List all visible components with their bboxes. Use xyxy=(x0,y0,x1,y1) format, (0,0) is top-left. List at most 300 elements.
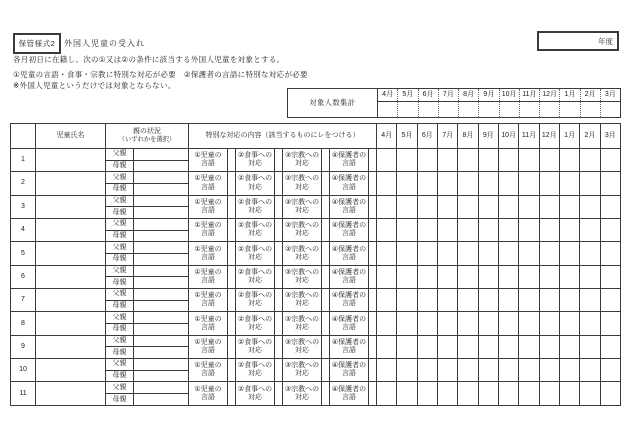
father-status-input[interactable] xyxy=(134,335,189,347)
month-cell[interactable] xyxy=(600,242,620,265)
parent-label-mother: 母親 xyxy=(106,394,134,406)
special-item-label: ①児童の 言語 xyxy=(189,289,228,312)
month-cell[interactable] xyxy=(377,242,397,265)
main-month-header: 11月 xyxy=(519,124,539,149)
month-cell[interactable] xyxy=(397,289,417,312)
special-item-label: ②食事への 対応 xyxy=(236,265,275,288)
special-check-cell[interactable] xyxy=(322,359,330,382)
special-item-label: ④保護者の 言語 xyxy=(330,359,369,382)
month-cell[interactable] xyxy=(580,312,600,335)
mother-status-input[interactable] xyxy=(134,184,189,196)
month-cell[interactable] xyxy=(438,359,458,382)
mother-status-input[interactable] xyxy=(134,277,189,289)
parent-label-mother: 母親 xyxy=(106,277,134,289)
month-cell[interactable] xyxy=(377,195,397,218)
special-item-label: ②食事への 対応 xyxy=(236,149,275,172)
month-cell[interactable] xyxy=(397,382,417,406)
month-cell[interactable] xyxy=(417,149,437,172)
month-cell[interactable] xyxy=(417,242,437,265)
child-name-cell[interactable] xyxy=(36,312,106,335)
month-cell[interactable] xyxy=(478,172,498,195)
month-cell[interactable] xyxy=(458,265,478,288)
special-check-cell[interactable] xyxy=(369,335,377,358)
special-item-label: ③宗教への 対応 xyxy=(283,242,322,265)
month-cell[interactable] xyxy=(498,335,518,358)
month-cell[interactable] xyxy=(478,242,498,265)
special-check-cell[interactable] xyxy=(275,219,283,242)
special-check-cell[interactable] xyxy=(228,195,236,218)
special-check-cell[interactable] xyxy=(322,149,330,172)
special-check-cell[interactable] xyxy=(369,219,377,242)
special-item-label: ②食事への 対応 xyxy=(236,195,275,218)
summary-month-header: 12月 xyxy=(540,89,560,102)
month-cell[interactable] xyxy=(559,359,579,382)
main-month-header: 10月 xyxy=(498,124,518,149)
special-item-label: ④保護者の 言語 xyxy=(330,312,369,335)
child-name-cell[interactable] xyxy=(36,219,106,242)
month-cell[interactable] xyxy=(580,335,600,358)
special-item-label: ①児童の 言語 xyxy=(189,172,228,195)
summary-count-cell[interactable] xyxy=(398,102,418,118)
special-check-cell[interactable] xyxy=(228,312,236,335)
month-cell[interactable] xyxy=(458,289,478,312)
month-cell[interactable] xyxy=(377,172,397,195)
child-name-cell[interactable] xyxy=(36,265,106,288)
month-cell[interactable] xyxy=(478,265,498,288)
special-check-cell[interactable] xyxy=(275,172,283,195)
month-cell[interactable] xyxy=(397,242,417,265)
summary-month-header: 2月 xyxy=(580,89,600,102)
month-cell[interactable] xyxy=(438,242,458,265)
parent-status-header xyxy=(106,124,189,149)
month-cell[interactable] xyxy=(377,382,397,406)
special-check-cell[interactable] xyxy=(369,359,377,382)
month-cell[interactable] xyxy=(600,195,620,218)
month-cell[interactable] xyxy=(478,289,498,312)
month-cell[interactable] xyxy=(417,172,437,195)
month-cell[interactable] xyxy=(519,265,539,288)
father-status-input[interactable] xyxy=(134,312,189,324)
row-number: 4 xyxy=(11,219,36,242)
father-status-input[interactable] xyxy=(134,242,189,254)
special-check-cell[interactable] xyxy=(369,382,377,406)
special-check-cell[interactable] xyxy=(275,335,283,358)
month-cell[interactable] xyxy=(438,289,458,312)
month-cell[interactable] xyxy=(600,289,620,312)
father-status-input[interactable] xyxy=(134,219,189,231)
special-item-label: ①児童の 言語 xyxy=(189,382,228,406)
month-cell[interactable] xyxy=(458,195,478,218)
month-cell[interactable] xyxy=(498,172,518,195)
month-cell[interactable] xyxy=(600,149,620,172)
special-item-label: ②食事への 対応 xyxy=(236,172,275,195)
month-cell[interactable] xyxy=(377,265,397,288)
child-name-cell[interactable] xyxy=(36,242,106,265)
month-cell[interactable] xyxy=(539,335,559,358)
month-cell[interactable] xyxy=(559,149,579,172)
father-status-input[interactable] xyxy=(134,195,189,207)
month-cell[interactable] xyxy=(498,289,518,312)
parent-label-mother: 母親 xyxy=(106,230,134,242)
month-cell[interactable] xyxy=(559,265,579,288)
month-cell[interactable] xyxy=(478,219,498,242)
row-number: 8 xyxy=(11,312,36,335)
summary-month-header: 10月 xyxy=(499,89,519,102)
special-item-label: ②食事への 対応 xyxy=(236,359,275,382)
special-item-label: ③宗教への 対応 xyxy=(283,359,322,382)
special-check-cell[interactable] xyxy=(228,149,236,172)
child-name-cell[interactable] xyxy=(36,335,106,358)
special-check-cell[interactable] xyxy=(228,172,236,195)
month-cell[interactable] xyxy=(580,289,600,312)
mother-status-input[interactable] xyxy=(134,254,189,266)
month-cell[interactable] xyxy=(539,172,559,195)
month-cell[interactable] xyxy=(519,359,539,382)
special-check-cell[interactable] xyxy=(228,335,236,358)
parent-label-mother: 母親 xyxy=(106,370,134,382)
month-cell[interactable] xyxy=(438,219,458,242)
row-number: 9 xyxy=(11,335,36,358)
month-cell[interactable] xyxy=(498,382,518,406)
special-check-cell[interactable] xyxy=(322,172,330,195)
special-check-cell[interactable] xyxy=(228,359,236,382)
special-item-label: ①児童の 言語 xyxy=(189,242,228,265)
month-cell[interactable] xyxy=(397,335,417,358)
main-month-header: 5月 xyxy=(397,124,417,149)
parent-label-father: 父親 xyxy=(106,359,134,371)
month-cell[interactable] xyxy=(417,359,437,382)
month-cell[interactable] xyxy=(600,265,620,288)
parent-label-mother: 母親 xyxy=(106,300,134,312)
month-cell[interactable] xyxy=(519,289,539,312)
month-cell[interactable] xyxy=(539,242,559,265)
month-cell[interactable] xyxy=(539,149,559,172)
month-cell[interactable] xyxy=(458,172,478,195)
main-month-header: 9月 xyxy=(478,124,498,149)
summary-count-cell[interactable] xyxy=(580,102,600,118)
special-check-cell[interactable] xyxy=(322,265,330,288)
special-check-cell[interactable] xyxy=(275,265,283,288)
row-number: 11 xyxy=(11,382,36,406)
summary-count-cell[interactable] xyxy=(438,102,458,118)
special-check-cell[interactable] xyxy=(369,312,377,335)
month-cell[interactable] xyxy=(519,172,539,195)
month-cell[interactable] xyxy=(519,382,539,406)
summary-count-cell[interactable] xyxy=(479,102,499,118)
parent-label-father: 父親 xyxy=(106,335,134,347)
special-item-label: ③宗教への 対応 xyxy=(283,172,322,195)
parent-label-mother: 母親 xyxy=(106,207,134,219)
parent-status-header-line2: （いずれかを選択） xyxy=(118,136,176,144)
child-name-header: 児童氏名 xyxy=(36,124,106,149)
month-cell[interactable] xyxy=(498,219,518,242)
month-cell[interactable] xyxy=(559,172,579,195)
month-cell[interactable] xyxy=(498,195,518,218)
father-status-input[interactable] xyxy=(134,149,189,161)
month-cell[interactable] xyxy=(377,289,397,312)
special-item-label: ④保護者の 言語 xyxy=(330,265,369,288)
mother-status-input[interactable] xyxy=(134,394,189,406)
parent-label-father: 父親 xyxy=(106,149,134,161)
parent-label-father: 父親 xyxy=(106,219,134,231)
month-cell[interactable] xyxy=(498,242,518,265)
description-line-1: 各月初日に在籍し、次の①又は②の条件に該当する外国人児童を対象とする。 xyxy=(13,55,285,64)
month-cell[interactable] xyxy=(478,335,498,358)
special-check-cell[interactable] xyxy=(228,289,236,312)
special-check-cell[interactable] xyxy=(322,382,330,406)
month-cell[interactable] xyxy=(559,219,579,242)
month-cell[interactable] xyxy=(377,312,397,335)
month-cell[interactable] xyxy=(580,359,600,382)
month-cell[interactable] xyxy=(438,265,458,288)
special-check-cell[interactable] xyxy=(322,335,330,358)
month-cell[interactable] xyxy=(397,219,417,242)
month-cell[interactable] xyxy=(397,312,417,335)
summary-count-cell[interactable] xyxy=(378,102,398,118)
month-cell[interactable] xyxy=(580,172,600,195)
row-number: 2 xyxy=(11,172,36,195)
summary-month-header: 3月 xyxy=(600,89,620,102)
special-item-label: ①児童の 言語 xyxy=(189,195,228,218)
month-cell[interactable] xyxy=(519,312,539,335)
summary-table xyxy=(287,88,621,118)
special-item-label: ③宗教への 対応 xyxy=(283,149,322,172)
month-cell[interactable] xyxy=(478,312,498,335)
special-check-cell[interactable] xyxy=(228,265,236,288)
month-cell[interactable] xyxy=(600,219,620,242)
month-cell[interactable] xyxy=(458,149,478,172)
month-cell[interactable] xyxy=(417,335,437,358)
month-cell[interactable] xyxy=(377,149,397,172)
month-cell[interactable] xyxy=(417,289,437,312)
month-cell[interactable] xyxy=(397,149,417,172)
summary-count-cell[interactable] xyxy=(560,102,580,118)
month-cell[interactable] xyxy=(580,382,600,406)
child-name-cell[interactable] xyxy=(36,359,106,382)
special-check-cell[interactable] xyxy=(322,289,330,312)
special-check-cell[interactable] xyxy=(369,242,377,265)
summary-count-cell[interactable] xyxy=(540,102,560,118)
month-cell[interactable] xyxy=(458,242,478,265)
father-status-input[interactable] xyxy=(134,289,189,301)
mother-status-input[interactable] xyxy=(134,370,189,382)
special-check-cell[interactable] xyxy=(322,242,330,265)
row-number: 7 xyxy=(11,289,36,312)
month-cell[interactable] xyxy=(519,195,539,218)
month-cell[interactable] xyxy=(600,335,620,358)
special-check-cell[interactable] xyxy=(275,149,283,172)
father-status-input[interactable] xyxy=(134,359,189,371)
month-cell[interactable] xyxy=(458,382,478,406)
month-cell[interactable] xyxy=(397,172,417,195)
main-month-header: 3月 xyxy=(600,124,620,149)
summary-month-header: 6月 xyxy=(418,89,438,102)
child-name-cell[interactable] xyxy=(36,149,106,172)
parent-label-father: 父親 xyxy=(106,289,134,301)
child-name-cell[interactable] xyxy=(36,382,106,406)
special-item-label: ②食事への 対応 xyxy=(236,382,275,406)
month-cell[interactable] xyxy=(600,312,620,335)
row-number: 6 xyxy=(11,265,36,288)
special-check-cell[interactable] xyxy=(369,195,377,218)
special-check-cell[interactable] xyxy=(369,149,377,172)
special-check-cell[interactable] xyxy=(275,242,283,265)
month-cell[interactable] xyxy=(519,219,539,242)
month-cell[interactable] xyxy=(519,242,539,265)
parent-label-father: 父親 xyxy=(106,382,134,394)
month-cell[interactable] xyxy=(377,359,397,382)
father-status-input[interactable] xyxy=(134,265,189,277)
month-cell[interactable] xyxy=(559,312,579,335)
month-cell[interactable] xyxy=(539,359,559,382)
month-cell[interactable] xyxy=(498,149,518,172)
month-cell[interactable] xyxy=(438,312,458,335)
month-cell[interactable] xyxy=(397,265,417,288)
month-cell[interactable] xyxy=(498,359,518,382)
row-number: 3 xyxy=(11,195,36,218)
month-cell[interactable] xyxy=(559,335,579,358)
special-check-cell[interactable] xyxy=(322,219,330,242)
month-cell[interactable] xyxy=(478,195,498,218)
month-cell[interactable] xyxy=(397,195,417,218)
special-check-cell[interactable] xyxy=(228,242,236,265)
month-cell[interactable] xyxy=(600,359,620,382)
special-check-cell[interactable] xyxy=(369,265,377,288)
special-item-label: ①児童の 言語 xyxy=(189,312,228,335)
summary-count-cell[interactable] xyxy=(418,102,438,118)
month-cell[interactable] xyxy=(478,359,498,382)
special-check-cell[interactable] xyxy=(275,359,283,382)
month-cell[interactable] xyxy=(539,219,559,242)
row-number: 1 xyxy=(11,149,36,172)
month-cell[interactable] xyxy=(458,312,478,335)
special-item-label: ④保護者の 言語 xyxy=(330,172,369,195)
special-check-cell[interactable] xyxy=(228,219,236,242)
main-month-header: 4月 xyxy=(377,124,397,149)
month-cell[interactable] xyxy=(438,195,458,218)
mother-status-input[interactable] xyxy=(134,207,189,219)
special-item-label: ①児童の 言語 xyxy=(189,149,228,172)
month-cell[interactable] xyxy=(397,359,417,382)
month-cell[interactable] xyxy=(519,335,539,358)
month-cell[interactable] xyxy=(539,289,559,312)
parent-label-father: 父親 xyxy=(106,265,134,277)
special-check-cell[interactable] xyxy=(275,312,283,335)
row-number: 10 xyxy=(11,359,36,382)
special-check-cell[interactable] xyxy=(322,312,330,335)
month-cell[interactable] xyxy=(417,312,437,335)
month-cell[interactable] xyxy=(539,382,559,406)
special-item-label: ③宗教への 対応 xyxy=(283,219,322,242)
month-cell[interactable] xyxy=(438,335,458,358)
summary-month-header: 8月 xyxy=(459,89,479,102)
month-cell[interactable] xyxy=(417,195,437,218)
month-cell[interactable] xyxy=(600,382,620,406)
month-cell[interactable] xyxy=(458,335,478,358)
special-item-label: ④保護者の 言語 xyxy=(330,335,369,358)
special-item-label: ②食事への 対応 xyxy=(236,312,275,335)
month-cell[interactable] xyxy=(498,265,518,288)
special-item-label: ③宗教への 対応 xyxy=(283,382,322,406)
child-name-cell[interactable] xyxy=(36,289,106,312)
father-status-input[interactable] xyxy=(134,172,189,184)
month-cell[interactable] xyxy=(580,265,600,288)
special-check-cell[interactable] xyxy=(275,195,283,218)
mother-status-input[interactable] xyxy=(134,230,189,242)
summary-month-header: 9月 xyxy=(479,89,499,102)
parent-label-mother: 母親 xyxy=(106,160,134,172)
page-title: 外国人児童の受入れ xyxy=(64,39,145,48)
summary-count-cell[interactable] xyxy=(600,102,620,118)
month-cell[interactable] xyxy=(580,242,600,265)
fiscal-year-field[interactable] xyxy=(537,31,619,51)
special-item-label: ②食事への 対応 xyxy=(236,242,275,265)
month-cell[interactable] xyxy=(580,219,600,242)
special-check-cell[interactable] xyxy=(322,195,330,218)
mother-status-input[interactable] xyxy=(134,300,189,312)
month-cell[interactable] xyxy=(438,172,458,195)
summary-count-cell[interactable] xyxy=(519,102,539,118)
month-cell[interactable] xyxy=(559,242,579,265)
child-name-cell[interactable] xyxy=(36,172,106,195)
mother-status-input[interactable] xyxy=(134,324,189,336)
month-cell[interactable] xyxy=(559,382,579,406)
summary-month-header: 7月 xyxy=(438,89,458,102)
month-cell[interactable] xyxy=(580,149,600,172)
special-check-cell[interactable] xyxy=(275,382,283,406)
month-cell[interactable] xyxy=(478,149,498,172)
month-cell[interactable] xyxy=(580,195,600,218)
special-check-cell[interactable] xyxy=(275,289,283,312)
summary-count-cell[interactable] xyxy=(499,102,519,118)
month-cell[interactable] xyxy=(498,312,518,335)
month-cell[interactable] xyxy=(539,195,559,218)
special-item-label: ③宗教への 対応 xyxy=(283,195,322,218)
special-check-cell[interactable] xyxy=(228,382,236,406)
special-item-label: ④保護者の 言語 xyxy=(330,242,369,265)
month-cell[interactable] xyxy=(417,219,437,242)
month-cell[interactable] xyxy=(559,289,579,312)
month-cell[interactable] xyxy=(417,382,437,406)
month-cell[interactable] xyxy=(377,335,397,358)
summary-month-header: 11月 xyxy=(519,89,539,102)
month-cell[interactable] xyxy=(539,265,559,288)
child-name-cell[interactable] xyxy=(36,195,106,218)
main-table xyxy=(10,123,621,406)
mother-status-input[interactable] xyxy=(134,160,189,172)
description-line-3: ※外国人児童というだけでは対象とならない。 xyxy=(13,81,176,90)
month-cell[interactable] xyxy=(519,149,539,172)
month-cell[interactable] xyxy=(377,219,397,242)
month-cell[interactable] xyxy=(438,382,458,406)
month-cell[interactable] xyxy=(417,265,437,288)
mother-status-input[interactable] xyxy=(134,347,189,359)
month-cell[interactable] xyxy=(539,312,559,335)
month-cell[interactable] xyxy=(600,172,620,195)
summary-label: 対象人数集計 xyxy=(288,89,378,118)
special-check-cell[interactable] xyxy=(369,289,377,312)
parent-label-mother: 母親 xyxy=(106,324,134,336)
month-cell[interactable] xyxy=(559,195,579,218)
month-cell[interactable] xyxy=(438,149,458,172)
month-cell[interactable] xyxy=(458,219,478,242)
special-check-cell[interactable] xyxy=(369,172,377,195)
special-item-label: ③宗教への 対応 xyxy=(283,265,322,288)
summary-count-cell[interactable] xyxy=(459,102,479,118)
father-status-input[interactable] xyxy=(134,382,189,394)
month-cell[interactable] xyxy=(478,382,498,406)
month-cell[interactable] xyxy=(458,359,478,382)
